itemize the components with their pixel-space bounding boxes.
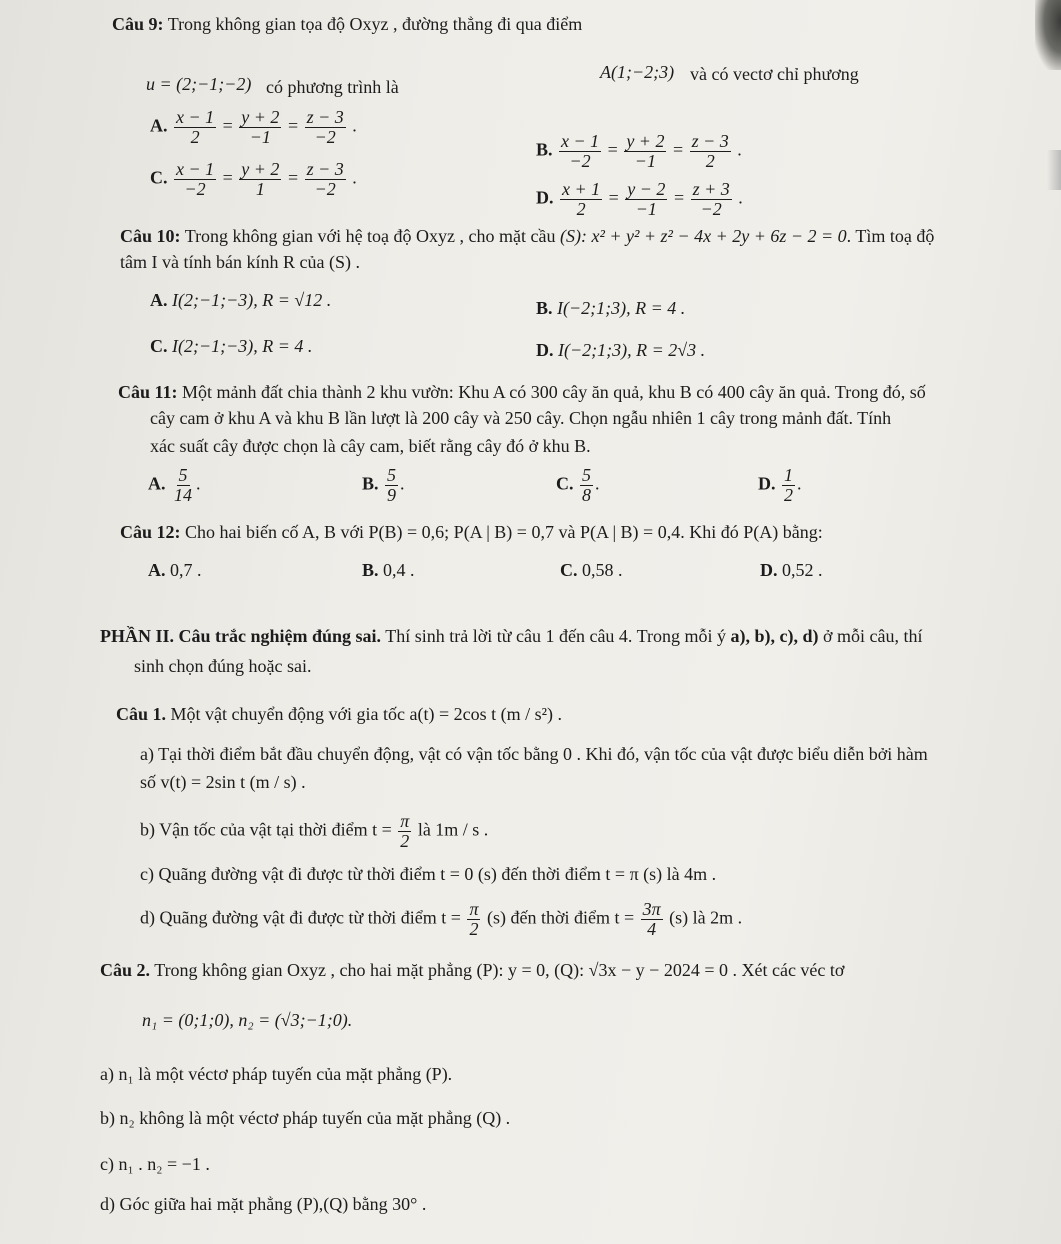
p2q1-d-num1: π xyxy=(469,899,479,919)
q9-title: Câu 9: xyxy=(112,14,164,34)
q9-d-frac2-den: −1 xyxy=(635,198,657,219)
q10-option-a-text: I(2;−1;−3), R = √12 . xyxy=(172,290,332,310)
q10-option-c[interactable] xyxy=(150,336,312,358)
q10-stem-line1 xyxy=(120,226,934,248)
q9-d-frac1-den: 2 xyxy=(576,198,586,219)
q10-option-a[interactable] xyxy=(150,290,331,312)
q11-option-c-label: C. xyxy=(556,473,574,494)
q10-stem3: tâm I và tính bán kính R của (S) . xyxy=(120,252,360,272)
part2-desc1: Thí sinh trả lời từ câu 1 đến câu 4. Trong mỗi ý xyxy=(385,626,726,646)
q10-stem1: Trong không gian với hệ toạ độ Oxyz , cho mặt cầu xyxy=(184,226,556,246)
q11-c-den: 8 xyxy=(582,484,591,505)
q12-option-c[interactable] xyxy=(560,560,623,582)
q9-option-d-label: D. xyxy=(536,187,554,208)
q12-option-b-text: 0,4 . xyxy=(383,560,415,580)
q12-stem1: Cho hai biến cố A, B với P(B) = 0,6; P(A | B) = 0,7 và xyxy=(185,522,576,542)
q9-option-c[interactable]: C. $\frac{x - 1}{-2}$ = $\frac{y + 2}{1}$ = $\frac{z - 3}{-2}$ . xyxy=(150,159,357,199)
q12-option-b-label: B. xyxy=(362,560,379,580)
p2q1-stem-text: Một vật chuyển động với gia tốc a(t) = 2cos t (m / s²) . xyxy=(170,704,563,724)
q10-option-b-text: I(−2;1;3), R = 4 . xyxy=(557,298,686,318)
p2q1-c: c) Quãng đường vật đi được từ thời điểm t = 0 (s) đến thời điểm t = π (s) là 4m . xyxy=(140,864,717,884)
p2q2-stem xyxy=(100,960,844,982)
q9-option-c-label: C. xyxy=(150,167,168,188)
q11-c-num: 5 xyxy=(582,465,591,485)
part2-desc2: ở mỗi câu, thí xyxy=(822,626,923,646)
q11-option-d-label: D. xyxy=(758,473,776,494)
q9-d-frac1-num: x + 1 xyxy=(562,179,601,199)
p2q2-d: d) Góc giữa hai mặt phẳng (P),(Q) bằng 30° . xyxy=(100,1194,427,1214)
q9-d-frac3-den: −2 xyxy=(700,198,722,219)
p2q1-d-pre: d) Quãng đường vật đi được từ thời điểm t = xyxy=(140,907,461,928)
q12-option-c-text: 0,58 . xyxy=(582,560,623,580)
q12-option-a[interactable] xyxy=(148,560,202,582)
q12-stem2: P(A | B) = 0,4 xyxy=(579,522,681,542)
q9-d-frac2-num: y − 2 xyxy=(627,179,666,199)
q10-stem2: . Tìm toạ độ xyxy=(846,226,935,246)
q11-option-b-label: B. xyxy=(362,473,379,494)
q10-option-b-label: B. xyxy=(536,298,553,318)
q11-b-den: 9 xyxy=(387,484,397,505)
q11-a-den: 14 xyxy=(174,484,192,505)
p2q1-d-num2: 3π xyxy=(642,899,661,919)
q11-line3: xác suất cây được chọn là cây cam, biết rằng cây đó ở khu B. xyxy=(150,436,591,456)
q12-option-d[interactable] xyxy=(760,560,823,582)
p2q2-stem1: Trong không gian Oxyz , cho hai mặt phẳng (P): y = 0, (Q): √3x − y − 2024 = 0 . Xét các véc tơ xyxy=(154,960,845,980)
q9-stem2: và có vectơ chỉ phương xyxy=(690,64,859,84)
q11-option-b[interactable]: B. $\frac{5}{9}$ . xyxy=(362,465,405,505)
q9-option-a[interactable]: A. $\frac{x - 1}{2}$ = $\frac{y + 2}{-1}$ = $\frac{z - 3}{-2}$ . xyxy=(150,107,357,147)
q9-a-frac1-den: 2 xyxy=(190,126,200,147)
q11-option-d[interactable]: D. $\frac{1}{2}$ . xyxy=(758,465,802,505)
q12-option-d-text: 0,52 . xyxy=(782,560,823,580)
q9-b-frac1-den: −2 xyxy=(569,150,591,171)
p2q1-d xyxy=(140,900,742,939)
q11-title: Câu 11: xyxy=(118,382,178,402)
p2q1-stem xyxy=(116,704,562,726)
part2-desc-bold: a), b), c), d) xyxy=(730,626,819,646)
q9-option-b-label: B. xyxy=(536,139,553,160)
q12-option-a-text: 0,7 . xyxy=(170,560,202,580)
p2q1-d-post: (s) là 2m . xyxy=(669,907,743,928)
q9-stem3: có phương trình là xyxy=(266,77,399,97)
p2q1-b xyxy=(140,812,488,851)
p2q1-b-post: là 1m / s . xyxy=(417,819,489,840)
p2q1-b-pre: b) Vận tốc của vật tại thời điểm t = xyxy=(140,819,392,840)
q9-a-frac3-num: z − 3 xyxy=(306,107,344,127)
part2-title: PHẦN II. Câu trắc nghiệm đúng sai. xyxy=(100,626,382,646)
p2q1-a-line2: số v(t) = 2sin t (m / s) . xyxy=(140,772,306,792)
p2q2-a: a) n₁ là một véctơ pháp tuyến của mặt phẳng (P). xyxy=(100,1064,453,1084)
q9-option-a-label: A. xyxy=(150,115,168,136)
q9-c-frac3-den: −2 xyxy=(314,178,336,199)
q11-option-a-label: A. xyxy=(148,473,166,494)
p2q1-a-line1: a) Tại thời điểm bắt đầu chuyển động, vật có vận tốc bằng 0 . Khi đó, vận tốc của vật được biểu diễn bởi hàm xyxy=(140,744,928,764)
q9-a-frac2-num: y + 2 xyxy=(241,107,280,127)
part2-heading xyxy=(100,626,922,648)
q9-vector: u = (2;−1;−2) xyxy=(146,74,252,94)
q9-c-frac2-num: y + 2 xyxy=(241,159,280,179)
photo-edge xyxy=(1047,150,1061,190)
photo-shadow xyxy=(1035,0,1061,70)
q9-c-frac1-den: −2 xyxy=(184,178,206,199)
q10-title: Câu 10: xyxy=(120,226,181,246)
q12-option-b[interactable] xyxy=(362,560,415,582)
q9-a-frac1-num: x − 1 xyxy=(176,107,215,127)
q9-option-b[interactable]: B. $\frac{x - 1}{-2}$ = $\frac{y + 2}{-1}$ = $\frac{z - 3}{2}$ . xyxy=(536,131,742,171)
p2q1-b-den: 2 xyxy=(400,830,410,851)
q10-option-d-text: I(−2;1;3), R = 2√3 . xyxy=(558,340,706,360)
q9-b-frac3-num: z − 3 xyxy=(691,131,729,151)
q10-option-b[interactable] xyxy=(536,298,685,320)
q12-option-d-label: D. xyxy=(760,560,778,580)
q11-option-a[interactable]: A. $\frac{5}{14}$ . xyxy=(148,465,201,505)
q9-c-frac2-den: 1 xyxy=(255,178,265,199)
q9-a-frac2-den: −1 xyxy=(249,126,271,147)
q11-line1 xyxy=(118,382,926,404)
p2q1-d-mid: (s) đến thời điểm t = xyxy=(486,907,635,928)
part2-desc3: sinh chọn đúng hoặc sai. xyxy=(134,656,312,676)
q11-d-den: 2 xyxy=(784,484,793,505)
q12-option-a-label: A. xyxy=(148,560,166,580)
q9-d-frac3-num: z + 3 xyxy=(692,179,730,199)
q10-option-a-label: A. xyxy=(150,290,168,310)
q10-option-c-text: I(2;−1;−3), R = 4 . xyxy=(172,336,313,356)
q12-stem xyxy=(120,522,823,544)
q10-option-c-label: C. xyxy=(150,336,168,356)
q9-b-frac1-num: x − 1 xyxy=(561,131,600,151)
q11-a-num: 5 xyxy=(178,465,188,485)
q10-option-d-label: D. xyxy=(536,340,554,360)
p2q1-title: Câu 1. xyxy=(116,704,167,724)
q12-title: Câu 12: xyxy=(120,522,181,542)
p2q1-d-den2: 4 xyxy=(647,918,657,939)
p2q2-title: Câu 2. xyxy=(100,960,151,980)
q9-point: A(1;−2;3) xyxy=(600,62,675,82)
q10-sphere: (S): x² + y² + z² − 4x + 2y + 6z − 2 = 0 xyxy=(560,226,847,246)
q9-option-d[interactable]: D. $\frac{x + 1}{2}$ = $\frac{y - 2}{-1}$ = $\frac{z + 3}{-2}$ . xyxy=(536,179,743,219)
q11-option-c[interactable]: C. $\frac{5}{8}$ . xyxy=(556,465,600,505)
q9-stem1: Trong không gian tọa độ Oxyz , đường thẳng đi qua điểm xyxy=(167,14,583,34)
q9-c-frac3-num: z − 3 xyxy=(306,159,344,179)
q12-stem3: . Khi đó P(A) bằng: xyxy=(680,522,823,542)
p2q2-c: c) n₁ . n₂ = −1 . xyxy=(100,1154,210,1174)
q9-b-frac3-den: 2 xyxy=(705,150,715,171)
q9-c-frac1-num: x − 1 xyxy=(176,159,215,179)
p2q2-vectors: n₁ = (0;1;0), n₂ = (√3;−1;0). xyxy=(142,1010,353,1030)
q12-option-c-label: C. xyxy=(560,560,578,580)
q11-d-num: 1 xyxy=(784,465,793,485)
q11-line1-text: Một mảnh đất chia thành 2 khu vườn: Khu A có 300 cây ăn quả, khu B có 400 cây ăn quả. Trong đó, số xyxy=(182,382,926,402)
p2q1-d-den1: 2 xyxy=(469,918,479,939)
q11-b-num: 5 xyxy=(387,465,397,485)
p2q1-b-num: π xyxy=(400,811,410,831)
p2q2-b: b) n₂ không là một véctơ pháp tuyến của mặt phẳng (Q) . xyxy=(100,1108,511,1128)
q9-b-frac2-num: y + 2 xyxy=(626,131,665,151)
q9-a-frac3-den: −2 xyxy=(314,126,336,147)
q9-stem-line1 xyxy=(112,14,582,36)
q9-b-frac2-den: −1 xyxy=(634,150,656,171)
q11-line2: cây cam ở khu A và khu B lần lượt là 200 cây và 250 cây. Chọn ngẫu nhiên 1 cây trong mảnh đất. Tính xyxy=(150,408,892,428)
q10-option-d[interactable] xyxy=(536,340,705,362)
